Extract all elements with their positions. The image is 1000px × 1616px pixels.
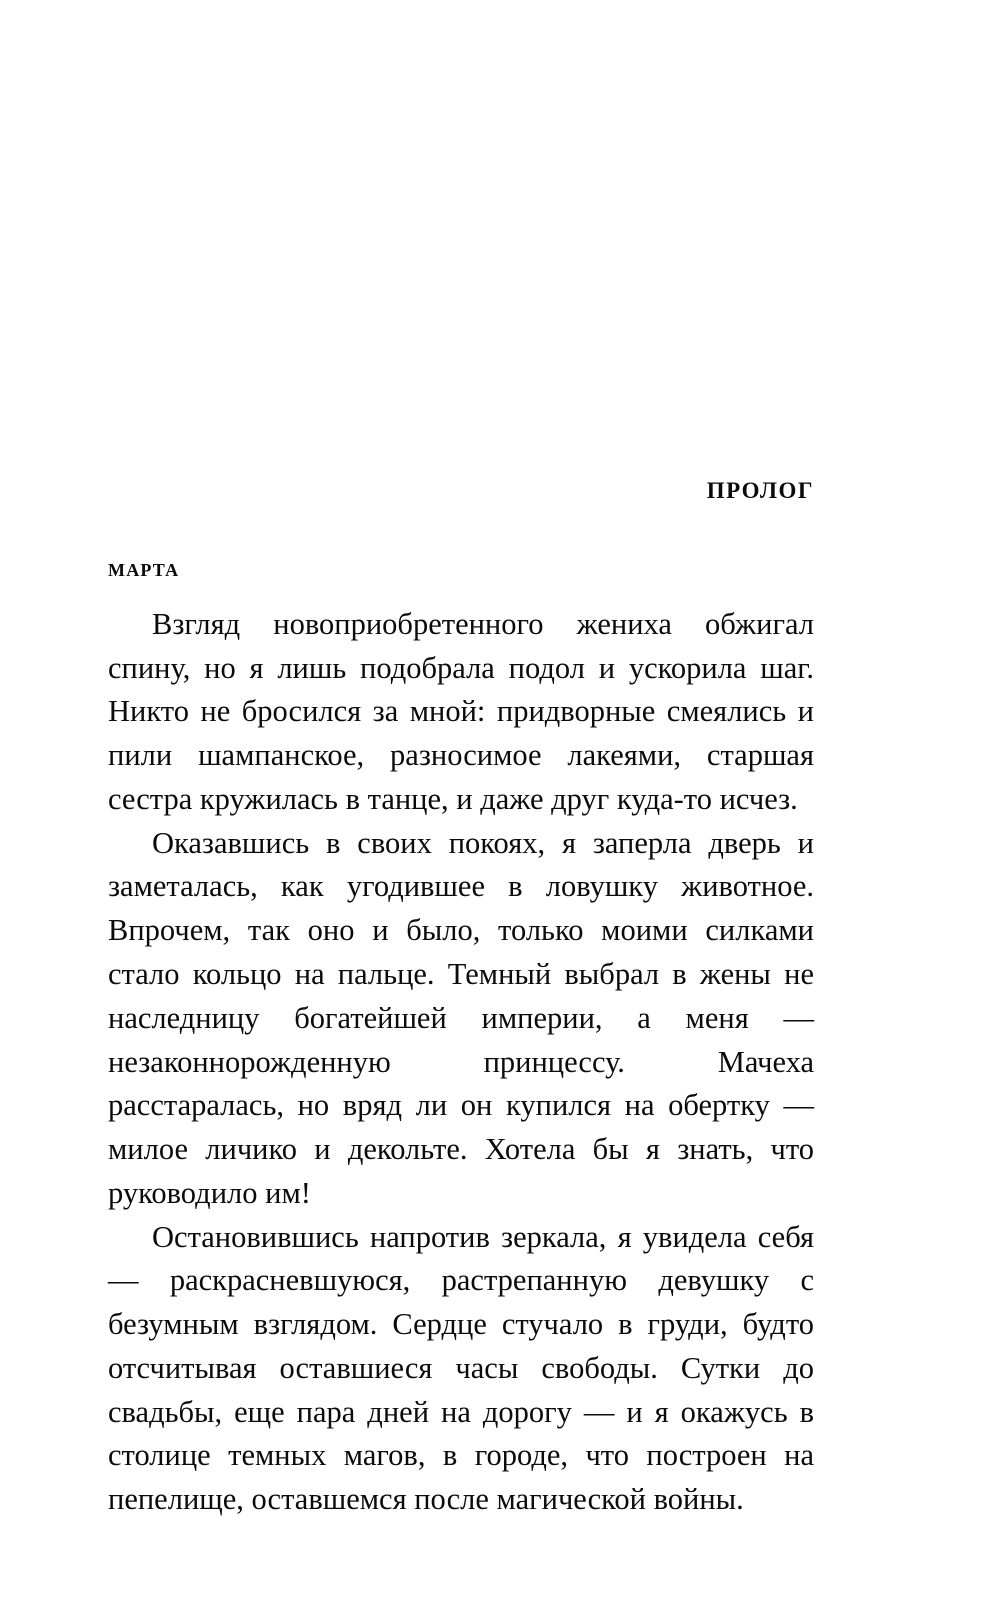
pov-speaker-label: марта [108, 553, 180, 583]
page-content [108, 470, 814, 1522]
chapter-title: пролог [706, 470, 814, 506]
paragraph: Остановившись напротив зеркала, я увидела себя — раскрасневшуюся, растрепанную девушку с безумным взглядом. Сердце стучало в груди, будто отсчитывая оставшиеся часы свободы. Сутки до свадьбы, еще пара дней на дорогу — и я окажусь в столице темных магов, в городе, что построен на пепелище, оставшемся после магической войны. [108, 1219, 814, 1517]
paragraph: Взгляд новоприобретенного жениха обжигал спину, но я лишь подобрала подол и ускорила шаг. Никто не бросился за мной: придворные смеялись и пили шампанское, разносимое лакеями, старшая сестра кружилась в танце, и даже друг куда-то исчез. [108, 606, 814, 816]
paragraph: Оказавшись в своих покоях, я заперла дверь и заметалась, как угодившее в ловушку животное. Впрочем, так оно и было, только моими силками стало кольцо на пальце. Темный выбрал в жены не наследницу богатейшей империи, а меня — незаконнорожденную принцессу. Мачеха расстаралась, но вряд ли он купился на обертку — милое личико и декольте. Хотела бы я знать, что руководило им! [108, 825, 814, 1210]
body-text [108, 603, 814, 1522]
